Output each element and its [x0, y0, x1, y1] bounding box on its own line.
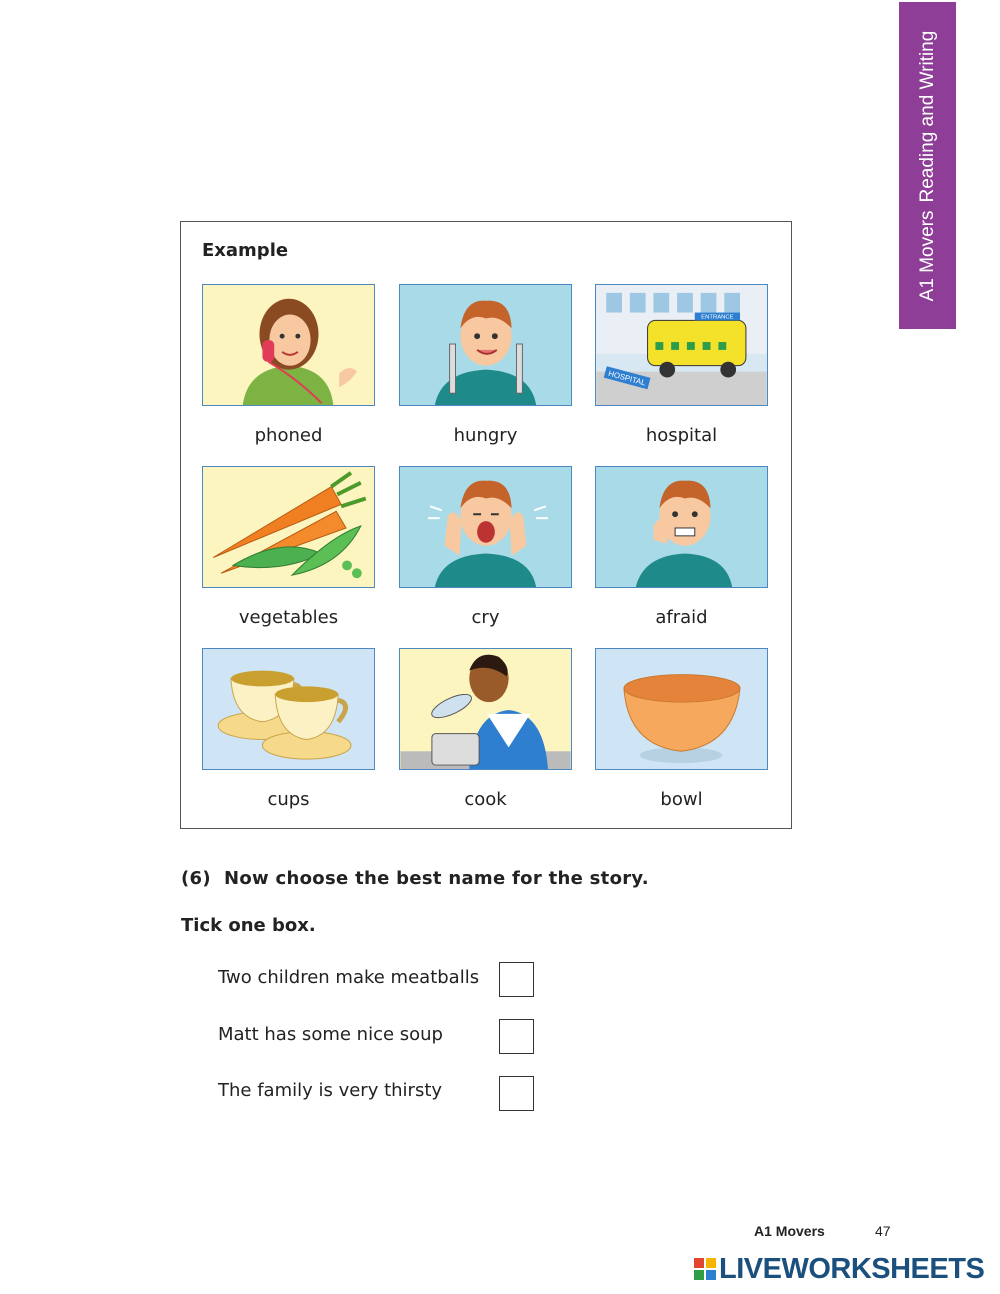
- option-checkbox[interactable]: [499, 962, 534, 997]
- crying-boy-icon: [399, 466, 572, 588]
- option-checkbox[interactable]: [499, 1019, 534, 1054]
- word-afraid: afraid: [655, 607, 708, 628]
- option-label: Two children make meatballs: [218, 967, 480, 988]
- logo-mark-icon: [694, 1258, 716, 1280]
- word-hungry: hungry: [453, 425, 518, 446]
- example-label: Example: [202, 240, 289, 261]
- woman-on-phone-icon: [202, 284, 375, 406]
- page-number: 47: [875, 1223, 891, 1239]
- option-checkbox[interactable]: [499, 1076, 534, 1111]
- ambulance-hospital-icon: [595, 284, 768, 406]
- word-phoned: phoned: [254, 425, 323, 446]
- section-label: Reading and Writing: [916, 30, 938, 202]
- level-label: A1 Movers: [916, 210, 938, 301]
- boy-with-knife-and-fork-icon: [399, 284, 572, 406]
- afraid-boy-icon: [595, 466, 768, 588]
- man-cooking-icon: [399, 648, 572, 770]
- logo-text: LIVEWORKSHEETS: [719, 1252, 985, 1285]
- question-number: (6): [181, 868, 211, 889]
- carrots-and-peas-icon: [202, 466, 375, 588]
- footer-level: A1 Movers: [754, 1223, 825, 1239]
- word-cook: cook: [464, 789, 507, 810]
- instruction-text: Tick one box.: [181, 915, 316, 936]
- option-label: Matt has some nice soup: [218, 1024, 443, 1045]
- question-heading: [181, 868, 649, 889]
- entrance-sign: ENTRANCE: [701, 314, 734, 321]
- hospital-sign: HOSPITAL: [607, 368, 647, 388]
- word-vegetables: vegetables: [238, 607, 339, 628]
- liveworksheets-logo: [694, 1254, 984, 1284]
- word-hospital: hospital: [645, 425, 718, 446]
- option-label: The family is very thirsty: [218, 1080, 443, 1101]
- cups-and-saucers-icon: [202, 648, 375, 770]
- word-cups: cups: [267, 789, 310, 810]
- word-bowl: bowl: [660, 789, 703, 810]
- question-text: Now choose the best name for the story.: [224, 868, 649, 889]
- word-cry: cry: [471, 607, 500, 628]
- section-tab: [899, 2, 956, 329]
- bowl-icon: [595, 648, 768, 770]
